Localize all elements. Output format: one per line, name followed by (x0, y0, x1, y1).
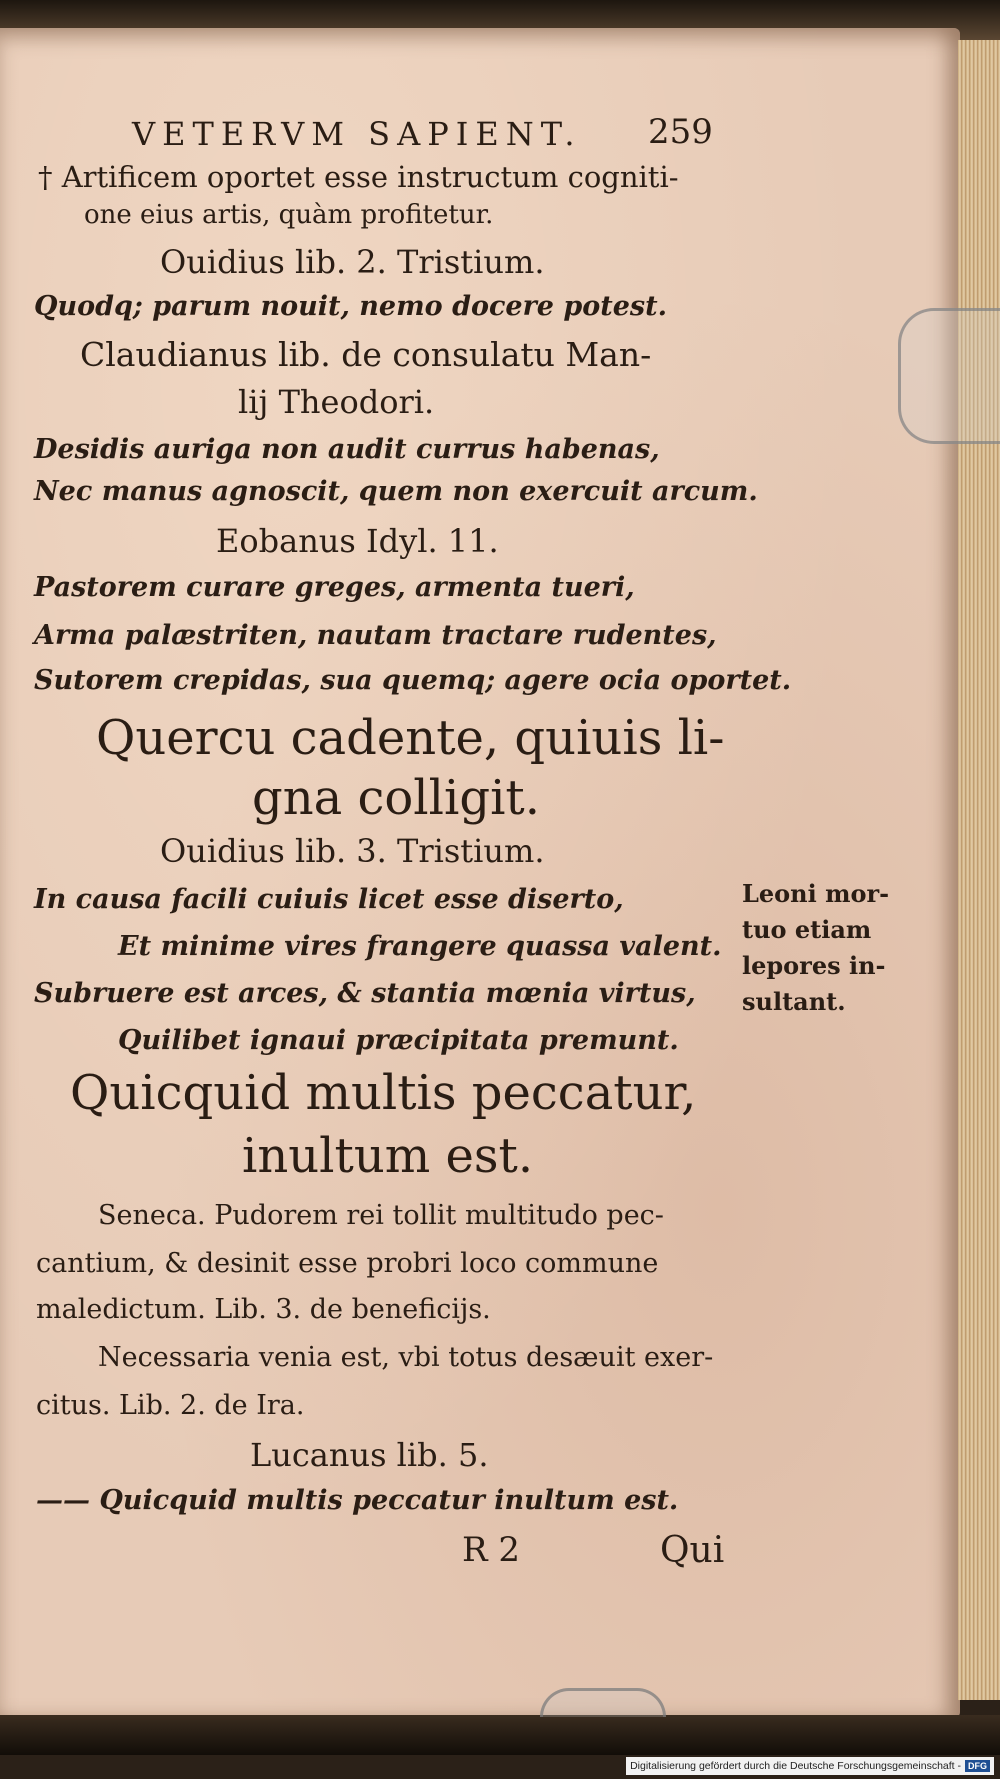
verse-line: Arma palæstriten, nautam tractare rudentes, (34, 620, 717, 651)
marginal-note-line: sultant. (742, 987, 846, 1016)
text-line: Seneca. Pudorem rei tollit multitudo pec- (98, 1200, 664, 1231)
verse-line: In causa facili cuiuis licet esse diserto, (34, 884, 624, 915)
catchword: Qui (660, 1530, 725, 1571)
running-title: VETERVM SAPIENT. (132, 115, 582, 153)
verse-line: Quilibet ignaui præcipitata premunt. (118, 1025, 679, 1056)
verse-line: Sutorem crepidas, sua quemq; agere ocia oportet. (34, 665, 792, 696)
text-line: cantium, & desinit esse probri loco commune (36, 1248, 659, 1279)
credit-text: Digitalisierung gefördert durch die Deutsche Forschungsgemeinschaft - (630, 1760, 961, 1772)
signature-mark: R 2 (462, 1530, 521, 1570)
source-heading: Ouidius lib. 2. Tristium. (160, 243, 545, 281)
text-line: citus. Lib. 2. de Ira. (36, 1390, 305, 1421)
verse-line: —— Quicquid multis peccatur inultum est. (36, 1485, 679, 1516)
digitization-credit (626, 1757, 994, 1775)
marginal-note-line: lepores in- (742, 951, 886, 980)
proverb-title: Quicquid multis peccatur, (70, 1065, 697, 1121)
text-line: maledictum. Lib. 3. de beneficijs. (36, 1294, 491, 1325)
source-heading: lij Theodori. (238, 383, 435, 421)
source-heading: Claudianus lib. de consulatu Man- (80, 335, 652, 374)
verse-line: Pastorem curare greges, armenta tueri, (34, 572, 635, 603)
source-heading: Lucanus lib. 5. (250, 1436, 489, 1474)
verse-line: Et minime vires frangere quassa valent. (118, 931, 722, 962)
verse-line: Desidis auriga non audit currus habenas, (34, 434, 660, 465)
proverb-title: Quercu cadente, quiuis li- (96, 710, 725, 766)
text-line: Necessaria venia est, vbi totus desæuit exer- (98, 1342, 714, 1373)
proverb-title: inultum est. (242, 1128, 534, 1184)
book-clip (898, 308, 1000, 444)
marginal-note-line: Leoni mor- (742, 879, 890, 908)
verse-line: Nec manus agnoscit, quem non exercuit arcum. (34, 476, 758, 507)
source-heading: Eobanus Idyl. 11. (216, 522, 499, 560)
verse-line: Quodq; parum nouit, nemo docere potest. (34, 291, 667, 322)
dfg-logo: DFG (965, 1760, 990, 1772)
book-clip-bottom (540, 1688, 666, 1717)
marginal-note-line: tuo etiam (742, 915, 872, 944)
page-number: 259 (648, 112, 713, 152)
source-heading: Ouidius lib. 3. Tristium. (160, 832, 545, 870)
text-line: one eius artis, quàm profitetur. (84, 200, 494, 230)
text-line: † Artificem oportet esse instructum cogniti- (38, 160, 679, 194)
proverb-title: gna colligit. (252, 770, 540, 826)
book-bottom-edge (0, 1715, 1000, 1755)
page-fore-edge (958, 40, 1000, 1700)
verse-line: Subruere est arces, & stantia mœnia virtus, (34, 978, 696, 1009)
